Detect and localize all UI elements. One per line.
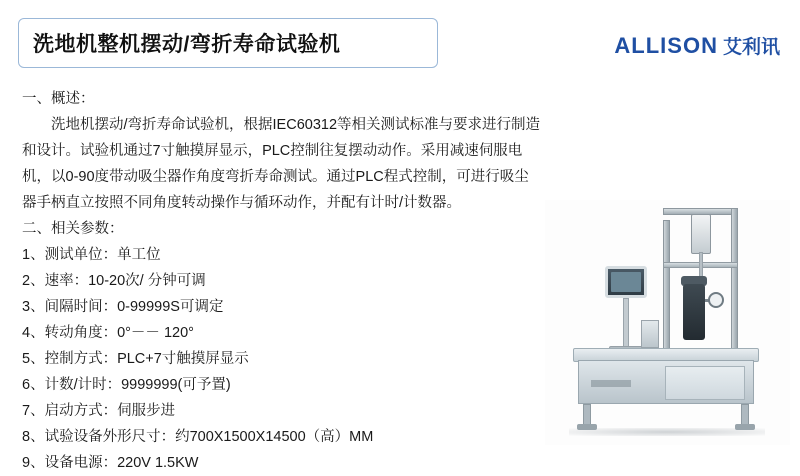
company-logo: [614, 32, 780, 59]
overview-paragraph: 洗地机摆动/弯折寿命试验机，根据IEC60312等相关测试标准与要求进行制造和设计。试验机通过7寸触摸屏显示，PLC控制往复摆动动作。采用减速伺服电机，以0-90度带动吸尘器作角度弯折寿命测试。通过PLC程式控制，可进行吸尘器手柄直立按照不同角度转动操作与循环动作，并配有计时/计数器。: [22, 117, 541, 211]
bench-foot-left: [577, 424, 597, 430]
machine-photo: [545, 200, 790, 445]
cabinet-door: [665, 366, 745, 400]
page-title-banner: [18, 18, 438, 68]
servo-actuator-head: [691, 214, 711, 254]
section-heading-overview: 一、概述：: [22, 91, 95, 107]
section-heading-parameters: 二、相关参数：: [22, 221, 124, 237]
list-item: 5、控制方式：PLC+7寸触摸屏显示: [22, 351, 249, 367]
frame-post-left: [663, 220, 670, 350]
logo-wordmark: ALLISON: [614, 32, 718, 58]
list-item: 6、计数/计时：9999999(可予置): [22, 377, 231, 393]
bench-foot-right: [735, 424, 755, 430]
accessory-box: [641, 320, 659, 348]
list-item: 8、试验设备外形尺寸：约700X1500X14500（高）MM: [22, 429, 374, 445]
frame-post-right: [731, 208, 738, 350]
list-item: 1、测试单位：单工位: [22, 247, 161, 263]
bench-leg-left: [583, 404, 591, 426]
document-body: [22, 86, 542, 476]
panel-support-arm: [623, 298, 629, 348]
pressure-gauge-icon: [708, 292, 724, 308]
page-title: 洗地机整机摆动/弯折寿命试验机: [33, 33, 341, 56]
list-item: 2、速率：10-20次/ 分钟可调: [22, 273, 206, 289]
list-item: 9、设备电源：220V 1.5KW: [22, 455, 199, 471]
parameter-list: [22, 242, 542, 476]
vacuum-test-specimen: [683, 284, 705, 340]
list-item: 4、转动角度：0°－－ 120°: [22, 325, 194, 341]
touchscreen-display: [611, 272, 641, 292]
bench-leg-right: [741, 404, 749, 426]
list-item: 7、启动方式：伺服步进: [22, 403, 176, 419]
list-item: 3、间隔时间：0-99999S可调定: [22, 299, 224, 315]
logo-chinese-name: 艾利讯: [722, 37, 780, 58]
cabinet-nameplate: [591, 380, 631, 387]
